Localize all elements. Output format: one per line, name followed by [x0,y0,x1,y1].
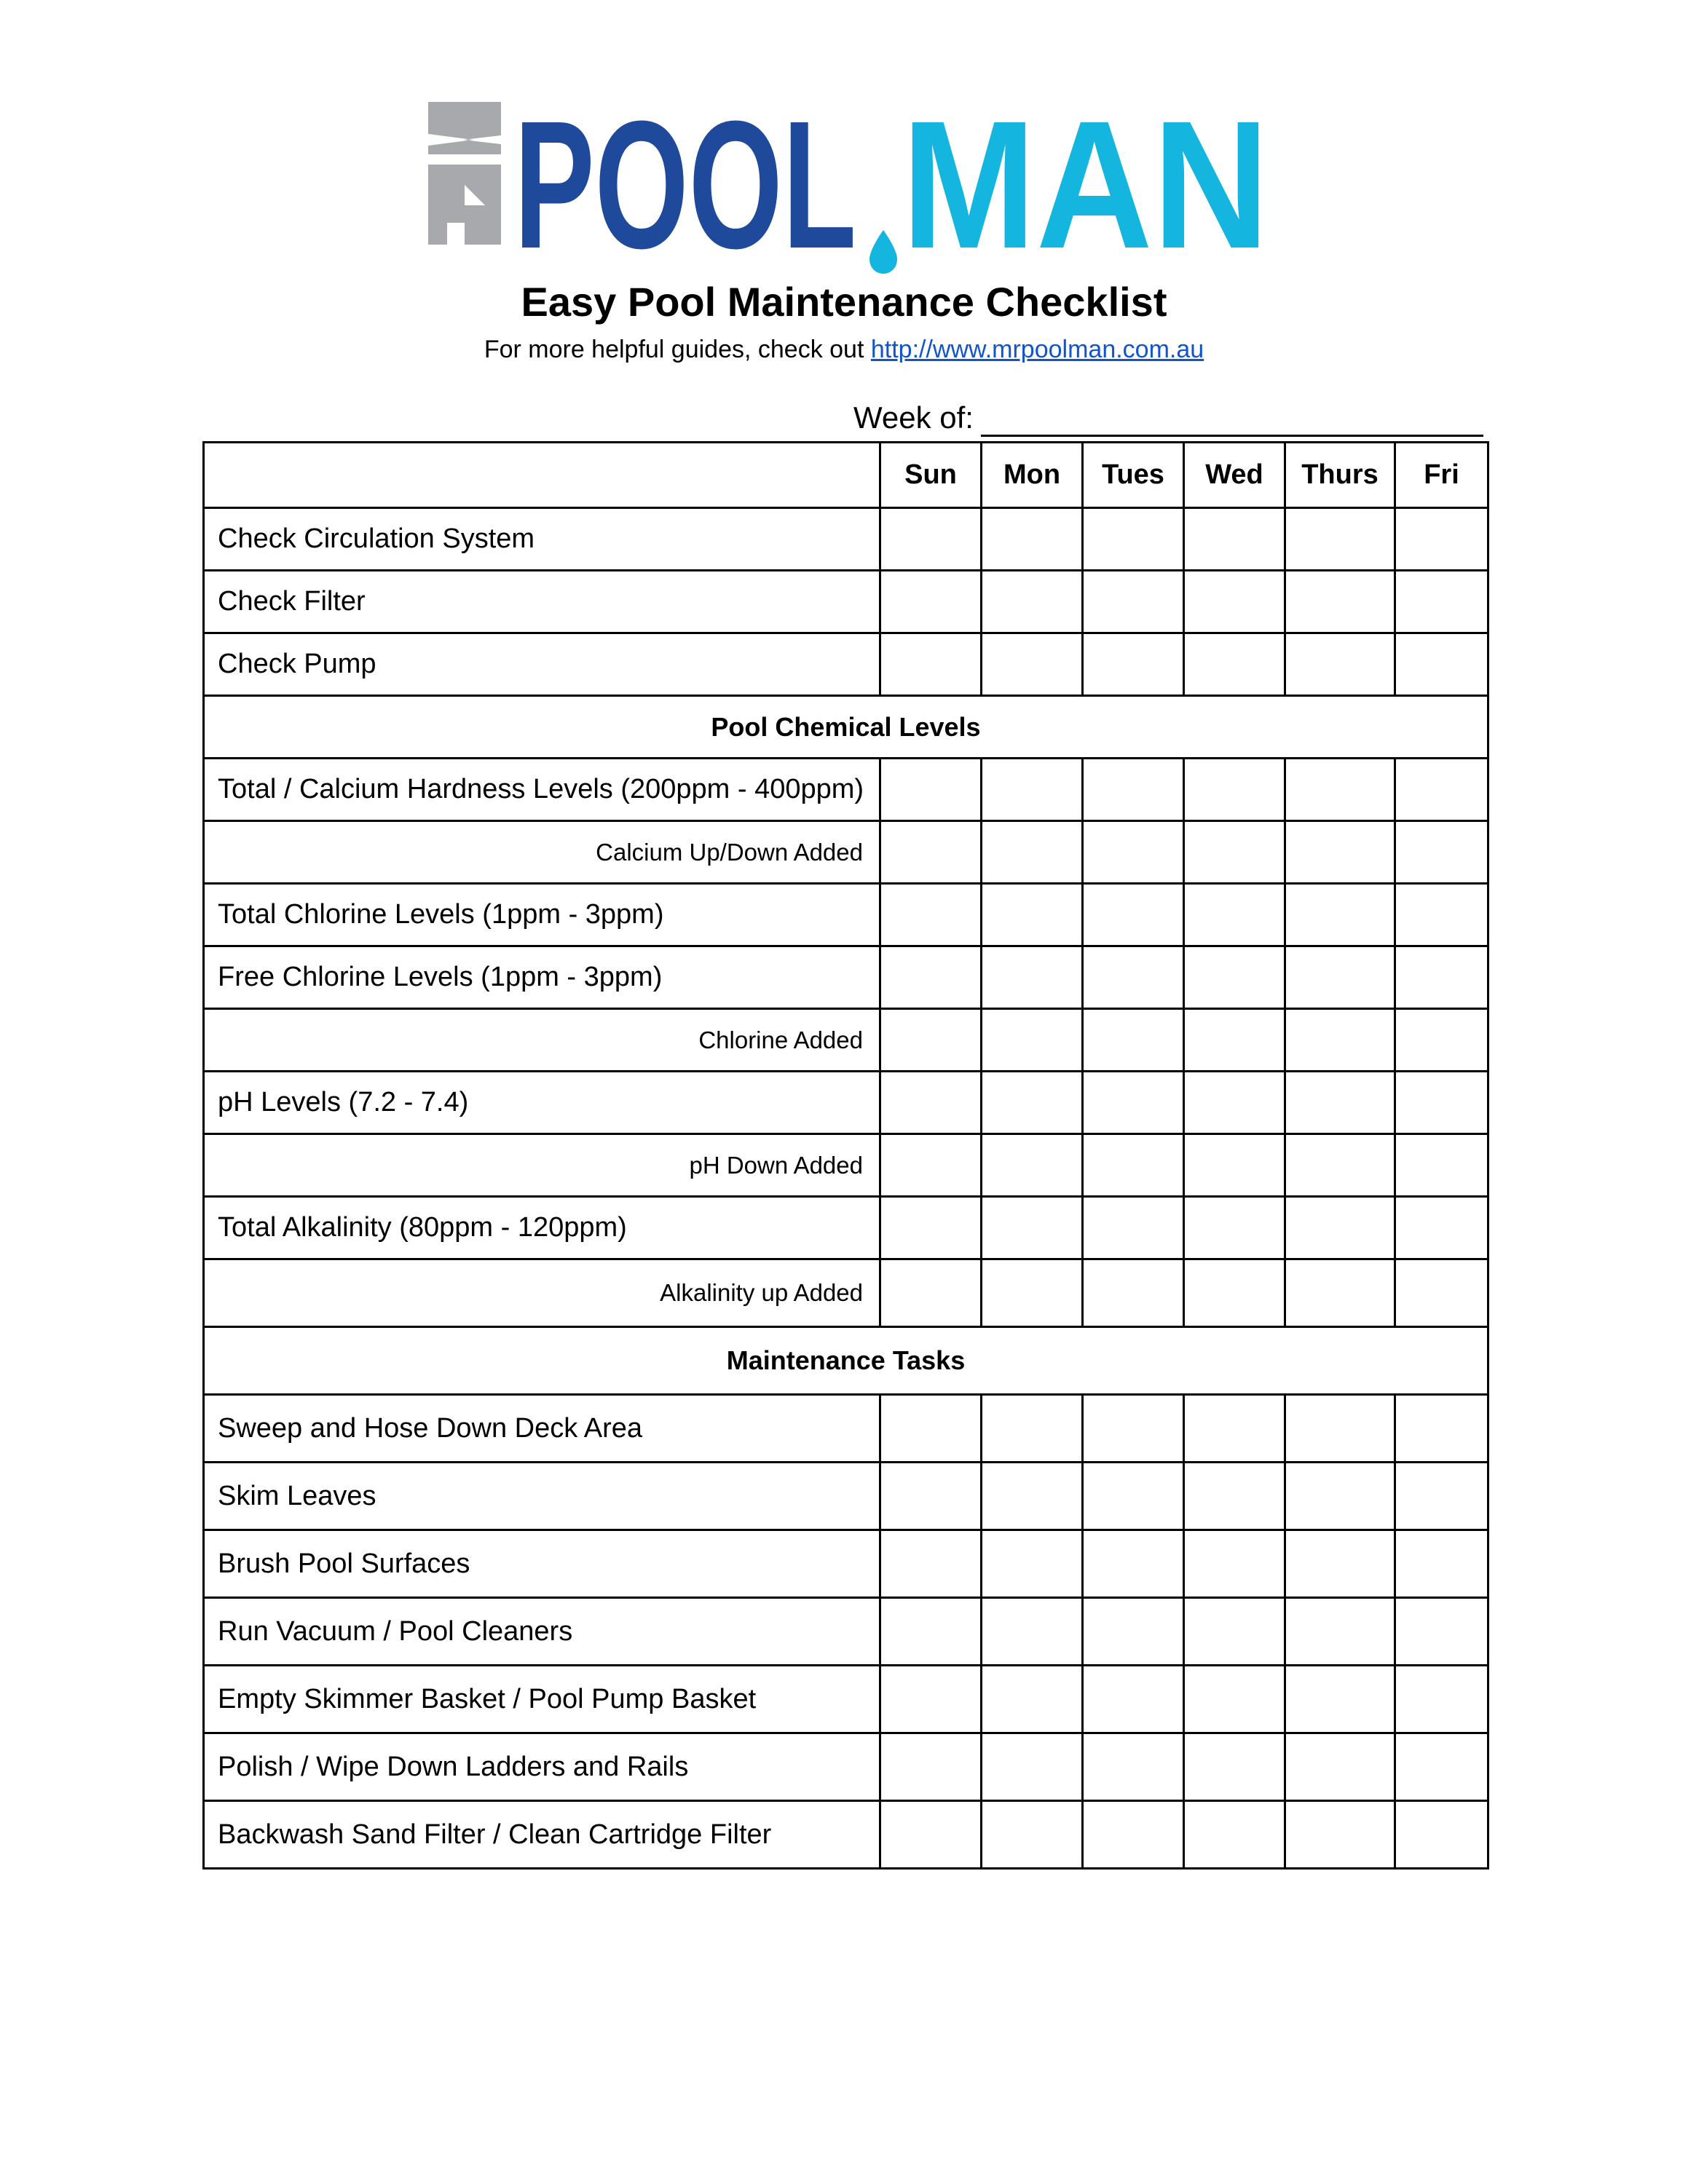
check-cell[interactable] [1083,1009,1184,1072]
sub-item-row [204,1009,1488,1072]
check-cell[interactable] [880,1666,982,1733]
task-row [204,571,1488,633]
section-heading: Pool Chemical Levels [204,696,1488,759]
check-cell[interactable] [1083,821,1184,884]
website-link[interactable]: http://www.mrpoolman.com.au [870,336,1204,363]
check-cell[interactable] [982,571,1083,633]
check-cell[interactable] [1184,508,1285,571]
check-cell[interactable] [982,884,1083,946]
check-cell[interactable] [1395,1801,1488,1869]
check-cell[interactable] [1184,1801,1285,1869]
check-cell[interactable] [1285,633,1395,696]
check-cell[interactable] [1083,1395,1184,1463]
check-cell[interactable] [880,1801,982,1869]
task-label: Check Filter [204,571,880,633]
check-cell[interactable] [982,946,1083,1009]
logo-man-text: MAN [902,95,1269,277]
check-cell[interactable] [1395,571,1488,633]
check-cell[interactable] [1083,1801,1184,1869]
check-cell[interactable] [880,1134,982,1197]
check-cell[interactable] [1184,946,1285,1009]
check-cell[interactable] [982,821,1083,884]
task-label: Empty Skimmer Basket / Pool Pump Basket [204,1666,880,1733]
task-label: Run Vacuum / Pool Cleaners [204,1598,880,1666]
task-row [204,1463,1488,1530]
check-cell[interactable] [1395,1009,1488,1072]
section-row [204,1327,1488,1395]
check-cell[interactable] [880,1733,982,1801]
check-cell[interactable] [880,884,982,946]
day-header: Wed [1184,443,1285,508]
check-cell[interactable] [1285,571,1395,633]
header-row [204,443,1488,508]
sub-item-row [204,1134,1488,1197]
section-heading: Maintenance Tasks [204,1327,1488,1395]
sub-item-row [204,1259,1488,1327]
check-cell[interactable] [982,1733,1083,1801]
check-cell[interactable] [880,1259,982,1327]
check-cell[interactable] [1184,1072,1285,1134]
check-cell[interactable] [982,633,1083,696]
check-cell[interactable] [1285,1463,1395,1530]
check-cell[interactable] [1184,1530,1285,1598]
check-cell[interactable] [1083,1598,1184,1666]
check-cell[interactable] [1285,1072,1395,1134]
logo-graphic [428,95,1273,277]
day-header: Fri [1395,443,1488,508]
check-cell[interactable] [1184,884,1285,946]
check-cell[interactable] [880,1197,982,1259]
sub-item-row [204,821,1488,884]
check-cell[interactable] [880,946,982,1009]
check-cell[interactable] [880,1072,982,1134]
sub-item-label: Calcium Up/Down Added [204,821,880,884]
check-cell[interactable] [1395,1463,1488,1530]
check-cell[interactable] [1395,1530,1488,1598]
check-cell[interactable] [1395,1072,1488,1134]
check-cell[interactable] [1395,1395,1488,1463]
day-header: Tues [1083,443,1184,508]
task-label: Free Chlorine Levels (1ppm - 3ppm) [204,946,880,1009]
task-label: Total Chlorine Levels (1ppm - 3ppm) [204,884,880,946]
check-cell[interactable] [1285,1259,1395,1327]
task-row [204,1598,1488,1666]
check-cell[interactable] [880,1395,982,1463]
check-cell[interactable] [982,1134,1083,1197]
check-cell[interactable] [982,1259,1083,1327]
check-cell[interactable] [880,821,982,884]
task-label: Brush Pool Surfaces [204,1530,880,1598]
week-of-field [853,399,1483,437]
check-cell[interactable] [880,571,982,633]
check-cell[interactable] [880,508,982,571]
check-cell[interactable] [1083,1134,1184,1197]
check-cell[interactable] [1395,759,1488,821]
check-cell[interactable] [1395,1598,1488,1666]
check-cell[interactable] [880,1009,982,1072]
check-cell[interactable] [1184,1259,1285,1327]
logo-pool-text: POOL [514,95,856,277]
task-row [204,1072,1488,1134]
check-cell[interactable] [1395,946,1488,1009]
task-label: Sweep and Hose Down Deck Area [204,1395,880,1463]
water-drop-icon [869,230,897,274]
check-cell[interactable] [1285,1666,1395,1733]
task-row [204,1801,1488,1869]
check-cell[interactable] [1395,508,1488,571]
check-cell[interactable] [1083,1530,1184,1598]
check-cell[interactable] [1184,1733,1285,1801]
task-row [204,1530,1488,1598]
check-cell[interactable] [1395,1134,1488,1197]
check-cell[interactable] [1285,1134,1395,1197]
day-header: Thurs [1285,443,1395,508]
task-row [204,1197,1488,1259]
check-cell[interactable] [1083,946,1184,1009]
checklist-table [202,441,1489,1870]
task-row [204,508,1488,571]
check-cell[interactable] [1285,1801,1395,1869]
task-label: Polish / Wipe Down Ladders and Rails [204,1733,880,1801]
check-cell[interactable] [1184,1598,1285,1666]
sub-item-label: pH Down Added [204,1134,880,1197]
check-cell[interactable] [1083,1072,1184,1134]
header-blank-cell [204,443,880,508]
check-cell[interactable] [1285,821,1395,884]
task-row [204,1733,1488,1801]
check-cell[interactable] [1083,1463,1184,1530]
task-label: Total Alkalinity (80ppm - 120ppm) [204,1197,880,1259]
check-cell[interactable] [880,759,982,821]
check-cell[interactable] [1083,1197,1184,1259]
check-cell[interactable] [982,1530,1083,1598]
task-label: pH Levels (7.2 - 7.4) [204,1072,880,1134]
check-cell[interactable] [1083,571,1184,633]
check-cell[interactable] [1285,946,1395,1009]
check-cell[interactable] [1395,821,1488,884]
check-cell[interactable] [982,1009,1083,1072]
check-cell[interactable] [1184,1009,1285,1072]
check-cell[interactable] [880,1530,982,1598]
check-cell[interactable] [1083,759,1184,821]
task-row [204,1395,1488,1463]
check-cell[interactable] [880,1598,982,1666]
day-header: Sun [880,443,982,508]
subtitle-text: For more helpful guides, check out [484,336,871,363]
check-cell[interactable] [1285,1395,1395,1463]
check-cell[interactable] [982,1197,1083,1259]
check-cell[interactable] [1184,1666,1285,1733]
week-of-label: Week of: [853,400,974,435]
check-cell[interactable] [982,1072,1083,1134]
check-cell[interactable] [1184,633,1285,696]
check-cell[interactable] [1285,1733,1395,1801]
task-row [204,884,1488,946]
check-cell[interactable] [1395,633,1488,696]
week-of-input-line[interactable] [981,401,1483,437]
check-cell[interactable] [1395,1259,1488,1327]
check-cell[interactable] [982,1801,1083,1869]
check-cell[interactable] [1083,1666,1184,1733]
sub-item-label: Alkalinity up Added [204,1259,880,1327]
task-label: Total / Calcium Hardness Levels (200ppm - 400ppm) [204,759,880,821]
check-cell[interactable] [1395,1666,1488,1733]
check-cell[interactable] [982,1463,1083,1530]
sub-item-label: Chlorine Added [204,1009,880,1072]
task-row [204,946,1488,1009]
check-cell[interactable] [1395,1197,1488,1259]
day-header: Mon [982,443,1083,508]
check-cell[interactable] [982,508,1083,571]
check-cell[interactable] [1083,633,1184,696]
task-row [204,1666,1488,1733]
section-row [204,696,1488,759]
check-cell[interactable] [982,759,1083,821]
check-cell[interactable] [1184,1395,1285,1463]
check-cell[interactable] [982,1666,1083,1733]
task-row [204,633,1488,696]
check-cell[interactable] [1184,821,1285,884]
task-row [204,759,1488,821]
task-label: Skim Leaves [204,1463,880,1530]
check-cell[interactable] [1285,1530,1395,1598]
page-title: Easy Pool Maintenance Checklist [521,279,1167,325]
task-label: Backwash Sand Filter / Clean Cartridge Filter [204,1801,880,1869]
task-label: Check Circulation System [204,508,880,571]
check-cell[interactable] [1285,759,1395,821]
check-cell[interactable] [1083,1733,1184,1801]
check-cell[interactable] [1184,1463,1285,1530]
check-cell[interactable] [1083,884,1184,946]
check-cell[interactable] [1184,759,1285,821]
check-cell[interactable] [1285,508,1395,571]
task-label: Check Pump [204,633,880,696]
subtitle [0,333,1688,365]
check-cell[interactable] [880,633,982,696]
check-cell[interactable] [1285,1197,1395,1259]
check-cell[interactable] [1184,1197,1285,1259]
check-cell[interactable] [1285,1009,1395,1072]
check-cell[interactable] [1083,1259,1184,1327]
check-cell[interactable] [1083,508,1184,571]
check-cell[interactable] [880,1463,982,1530]
mr-pool-man-logo [428,95,1273,277]
check-cell[interactable] [1184,571,1285,633]
check-cell[interactable] [1285,1598,1395,1666]
check-cell[interactable] [1184,1134,1285,1197]
check-cell[interactable] [1395,1733,1488,1801]
logo-mr [428,102,501,245]
check-cell[interactable] [982,1598,1083,1666]
check-cell[interactable] [1395,884,1488,946]
check-cell[interactable] [982,1395,1083,1463]
check-cell[interactable] [1285,884,1395,946]
